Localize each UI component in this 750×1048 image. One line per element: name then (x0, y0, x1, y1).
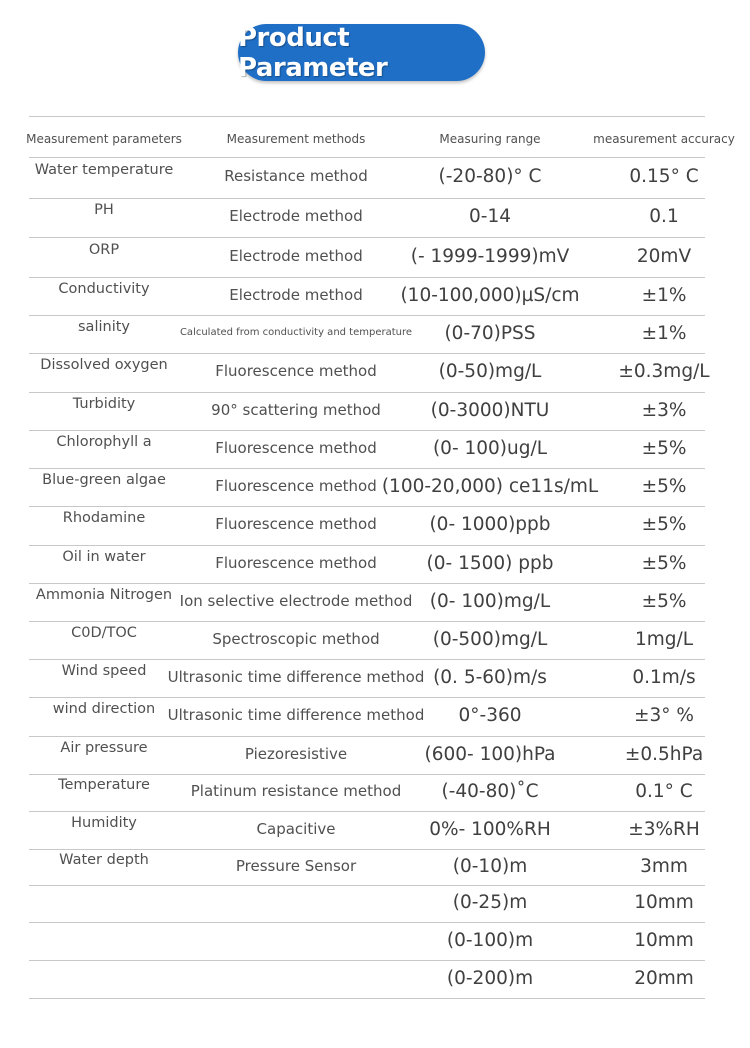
row-divider (29, 998, 705, 999)
method-cell: Piezoresistive (244, 744, 348, 763)
range-cell: (0- 1000)ppb (429, 514, 551, 536)
accuracy-cell: 1mg/L (634, 628, 694, 650)
accuracy-cell: 0.1° C (635, 781, 693, 803)
title-banner (238, 24, 485, 81)
accuracy-cell: ±5% (641, 475, 687, 497)
range-cell: (600- 100)hPa (424, 743, 556, 765)
range-cell: 0%- 100%RH (429, 818, 551, 840)
range-cell: (0-25)m (452, 892, 528, 914)
accuracy-cell: ±3% (641, 399, 687, 421)
row-divider (29, 922, 705, 923)
row-divider (29, 353, 705, 354)
parameter-cell: Oil in water (62, 548, 146, 565)
row-divider (29, 506, 705, 507)
column-header: Measurement methods (226, 132, 366, 146)
row-divider (29, 736, 705, 737)
row-divider (29, 277, 705, 278)
parameter-cell: salinity (78, 318, 130, 335)
row-divider (29, 697, 705, 698)
row-divider (29, 237, 705, 238)
range-cell: (0-100)m (446, 929, 534, 951)
row-divider (29, 960, 705, 961)
method-cell: Resistance method (224, 167, 368, 185)
method-cell: Platinum resistance method (190, 782, 402, 800)
range-cell: (-40-80)˚C (441, 781, 539, 803)
row-divider (29, 659, 705, 660)
method-cell: Capacitive (256, 819, 336, 838)
method-cell: Calculated from conductivity and temperature (179, 327, 413, 338)
table-top-border (29, 116, 705, 117)
range-cell: (0-70)PSS (444, 322, 536, 344)
parameter-cell: Blue-green algae (42, 471, 166, 488)
range-cell: (0-500)mg/L (432, 628, 548, 650)
range-cell: (0- 100)mg/L (429, 590, 551, 612)
range-cell: (10-100,000)µS/cm (400, 284, 580, 306)
parameter-cell: Conductivity (58, 280, 150, 297)
range-cell: 0-14 (469, 206, 511, 228)
row-divider (29, 811, 705, 812)
accuracy-cell: ±5% (641, 590, 687, 612)
method-cell: Pressure Sensor (235, 856, 357, 875)
method-cell: Spectroscopic method (212, 629, 380, 648)
accuracy-cell: ±3° % (634, 705, 694, 727)
accuracy-cell: 20mV (636, 245, 692, 267)
accuracy-cell: ±1% (641, 322, 687, 344)
method-cell: 90° scattering method (211, 400, 381, 419)
range-cell: (0-50)mg/L (438, 361, 542, 383)
parameter-cell: Air pressure (60, 739, 148, 756)
accuracy-cell: ±0.3mg/L (618, 361, 710, 383)
column-header: measurement accuracy (593, 132, 735, 146)
accuracy-cell: ±1% (641, 284, 687, 306)
accuracy-cell: ±5% (641, 514, 687, 536)
page-title: Product Parameter (238, 22, 388, 83)
accuracy-cell: 10mm (634, 929, 694, 951)
range-cell: (- 1999-1999)mV (410, 245, 570, 267)
row-divider (29, 849, 705, 850)
row-divider (29, 885, 705, 886)
range-cell: (0-200)m (446, 967, 534, 989)
parameter-cell: Turbidity (72, 395, 136, 412)
accuracy-cell: 0.15° C (629, 166, 699, 188)
method-cell: Fluorescence method (215, 553, 377, 572)
parameter-cell: Dissolved oxygen (40, 357, 168, 374)
parameter-cell: Humidity (71, 814, 137, 831)
method-cell: Electrode method (229, 207, 363, 225)
parameter-cell: Water depth (59, 851, 149, 868)
method-cell: Fluorescence method (215, 476, 377, 495)
accuracy-cell: 0.1 (649, 206, 679, 228)
row-divider (29, 545, 705, 546)
range-cell: (-20-80)° C (438, 166, 542, 188)
range-cell: (0- 100)ug/L (432, 437, 548, 459)
parameter-cell: Rhodamine (62, 510, 146, 527)
accuracy-cell: 0.1m/s (632, 666, 696, 688)
parameter-cell: Wind speed (61, 662, 147, 679)
range-cell: (0-10)m (452, 855, 528, 877)
method-cell: Electrode method (229, 246, 363, 265)
row-divider (29, 315, 705, 316)
method-cell: Fluorescence method (215, 438, 377, 457)
accuracy-cell: ±5% (641, 437, 687, 459)
parameter-cell: Ammonia Nitrogen (35, 586, 173, 603)
row-divider (29, 774, 705, 775)
method-cell: Fluorescence method (215, 515, 377, 533)
accuracy-cell: 10mm (634, 892, 694, 914)
accuracy-cell: ±0.5hPa (624, 743, 704, 765)
parameter-cell: PH (94, 202, 114, 219)
parameter-cell: ORP (88, 241, 120, 258)
method-cell: Ultrasonic time difference method (167, 706, 425, 724)
accuracy-cell: 3mm (640, 855, 688, 877)
parameter-cell: Temperature (58, 777, 150, 794)
accuracy-cell: ±5% (641, 552, 687, 574)
range-cell: (100-20,000) ce11s/mL (381, 475, 599, 497)
method-cell: Electrode method (229, 285, 363, 304)
parameter-cell: C0D/TOC (71, 624, 137, 641)
row-divider (29, 198, 705, 199)
column-header: Measuring range (439, 132, 541, 146)
row-divider (29, 621, 705, 622)
range-cell: (0-3000)NTU (430, 399, 550, 421)
range-cell: 0°-360 (458, 705, 522, 727)
range-cell: (0. 5-60)m/s (433, 666, 547, 688)
column-header: Measurement parameters (26, 132, 182, 146)
row-divider (29, 583, 705, 584)
row-divider (29, 157, 705, 158)
method-cell: Ultrasonic time difference method (167, 667, 425, 686)
method-cell: Fluorescence method (215, 362, 377, 380)
range-cell: (0- 1500) ppb (426, 552, 554, 574)
row-divider (29, 468, 705, 469)
row-divider (29, 430, 705, 431)
accuracy-cell: 20mm (634, 967, 694, 989)
parameter-cell: Chlorophyll a (56, 433, 152, 450)
accuracy-cell: ±3%RH (628, 818, 700, 840)
method-cell: Ion selective electrode method (179, 591, 413, 610)
parameter-cell: wind direction (52, 701, 156, 718)
parameter-cell: Water temperature (34, 162, 174, 179)
row-divider (29, 392, 705, 393)
